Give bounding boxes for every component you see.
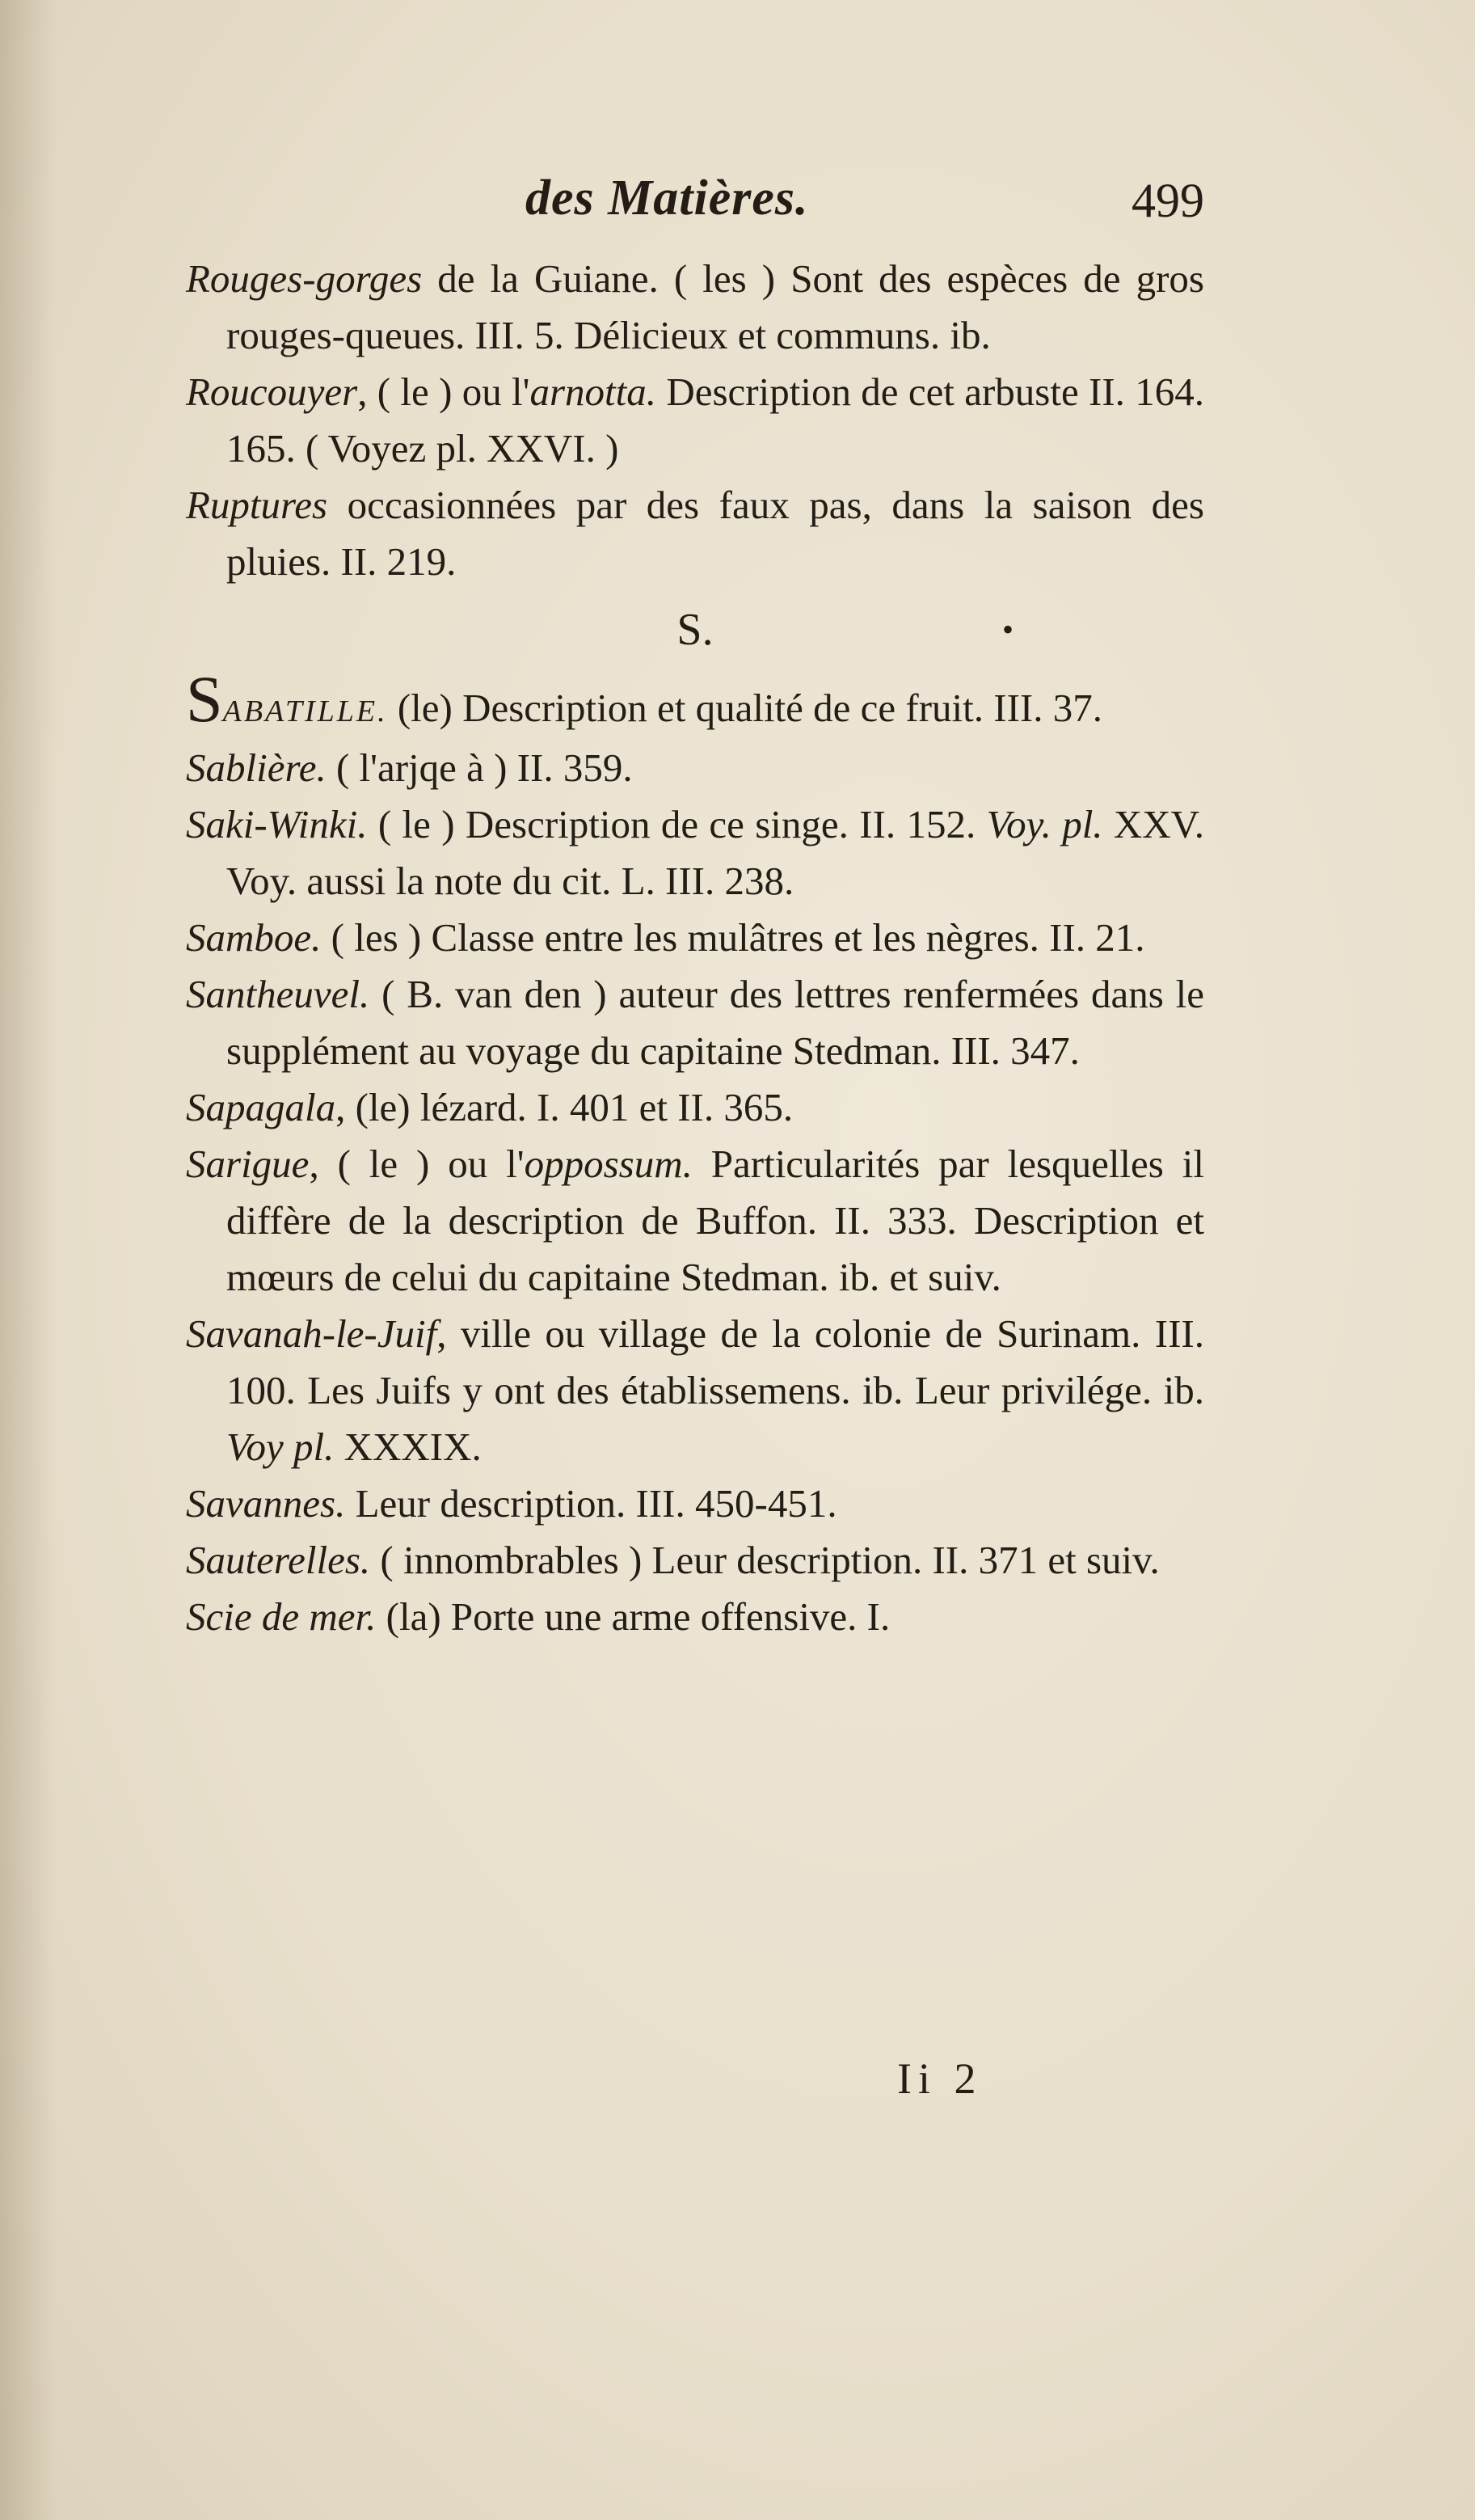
index-entry — [186, 1589, 1204, 1645]
entry-italic: arnotta. — [529, 369, 657, 414]
page-number: 499 — [1132, 174, 1204, 227]
index-entry — [186, 364, 1204, 477]
entry-text-continued: XXXIX. — [334, 1425, 482, 1469]
entry-text: , ( le ) ou l' — [309, 1142, 525, 1186]
running-title: des Matières. — [525, 171, 809, 226]
index-entry — [186, 1306, 1204, 1475]
entry-text: ( les ) Classe entre les mulâtres et les nègres. II. 21. — [321, 915, 1145, 960]
entry-term: Scie de mer. — [186, 1594, 377, 1639]
entry-term: Sarigue — [186, 1142, 310, 1186]
section-mark: • — [1002, 611, 1014, 648]
entry-term: Sapagala — [186, 1085, 336, 1129]
index-entry — [186, 1475, 1204, 1532]
index-entry — [186, 662, 1204, 740]
section-letter: S. — [676, 605, 714, 655]
section-heading — [186, 593, 1204, 666]
entry-term: Santheuvel. — [186, 972, 370, 1016]
index-entry — [186, 1136, 1204, 1306]
entry-text: occasionnées par des faux pas, dans la saison des pluies. II. 219. — [226, 483, 1204, 584]
index-entry — [186, 477, 1204, 590]
index-entry — [186, 740, 1204, 796]
entry-term: Roucouyer — [186, 369, 358, 414]
drop-initial: S — [186, 662, 223, 736]
index-entry — [186, 910, 1204, 966]
entry-text-continued: Particularités par lesquelles il diffère de la description de Buffon. II. 333. Description et mœurs de celui du capitaine Stedman. ib. et suiv. — [226, 1142, 1204, 1299]
signature-mark: Ii 2 — [897, 2054, 983, 2103]
entry-text: Leur description. III. 450-451. — [345, 1481, 837, 1526]
entry-text: , (le) lézard. I. 401 et II. 365. — [335, 1085, 794, 1129]
entries-top — [186, 251, 1204, 1645]
entry-term: Saki-Winki. — [186, 802, 368, 846]
index-entry — [186, 251, 1204, 364]
entry-text-continued: XXV. Voy. aussi la note du cit. L. III. 238. — [226, 802, 1204, 903]
entry-text: (la) Porte une arme offensive. I. — [376, 1594, 891, 1639]
entry-text: , ville ou village de la colonie de Surinam. III. 100. Les Juifs y ont des établissemens. ib. Leur privilége. ib. — [226, 1311, 1204, 1412]
index-entry — [186, 1079, 1204, 1136]
entry-italic: Voy. pl. — [986, 802, 1103, 846]
index-entry — [186, 966, 1204, 1079]
index-entry — [186, 1532, 1204, 1589]
entry-text: , ( le ) ou l' — [357, 369, 530, 414]
entry-term: Ruptures — [186, 483, 328, 527]
entry-italic: Voy pl. — [226, 1425, 335, 1469]
entry-text: (le) Description et qualité de ce fruit. III. 37. — [387, 686, 1102, 730]
entry-term: Savannes. — [186, 1481, 346, 1526]
entry-text: ( le ) Description de ce singe. II. 152. — [367, 802, 987, 846]
entry-text-continued: Description de cet arbuste II. 164. 165. ( Voyez pl. XXVI. ) — [226, 369, 1204, 471]
entry-term: Sablière. — [186, 745, 327, 790]
entry-text: ( B. van den ) auteur des lettres renfermées dans le supplément au voyage du capitaine Stedman. III. 347. — [226, 972, 1204, 1073]
index-entry — [186, 796, 1204, 910]
entry-term: Savanah-le-Juif — [186, 1311, 437, 1356]
entry-term: Rouges-gorges — [186, 256, 423, 301]
entry-italic: oppossum. — [524, 1142, 693, 1186]
spine-shadow — [0, 0, 57, 2520]
running-header — [186, 162, 1204, 226]
entry-term: ABATILLE. — [222, 694, 388, 728]
entry-text: de la Guiane. ( les ) Sont des espèces de gros rouges-queues. III. 5. Délicieux et communs. ib. — [226, 256, 1204, 357]
entry-text: ( l'arjqe à ) II. 359. — [326, 745, 633, 790]
entry-term: Sauterelles. — [186, 1538, 371, 1582]
entry-term: Samboe. — [186, 915, 322, 960]
entry-text: ( innombrables ) Leur description. II. 371 et suiv. — [370, 1538, 1160, 1582]
